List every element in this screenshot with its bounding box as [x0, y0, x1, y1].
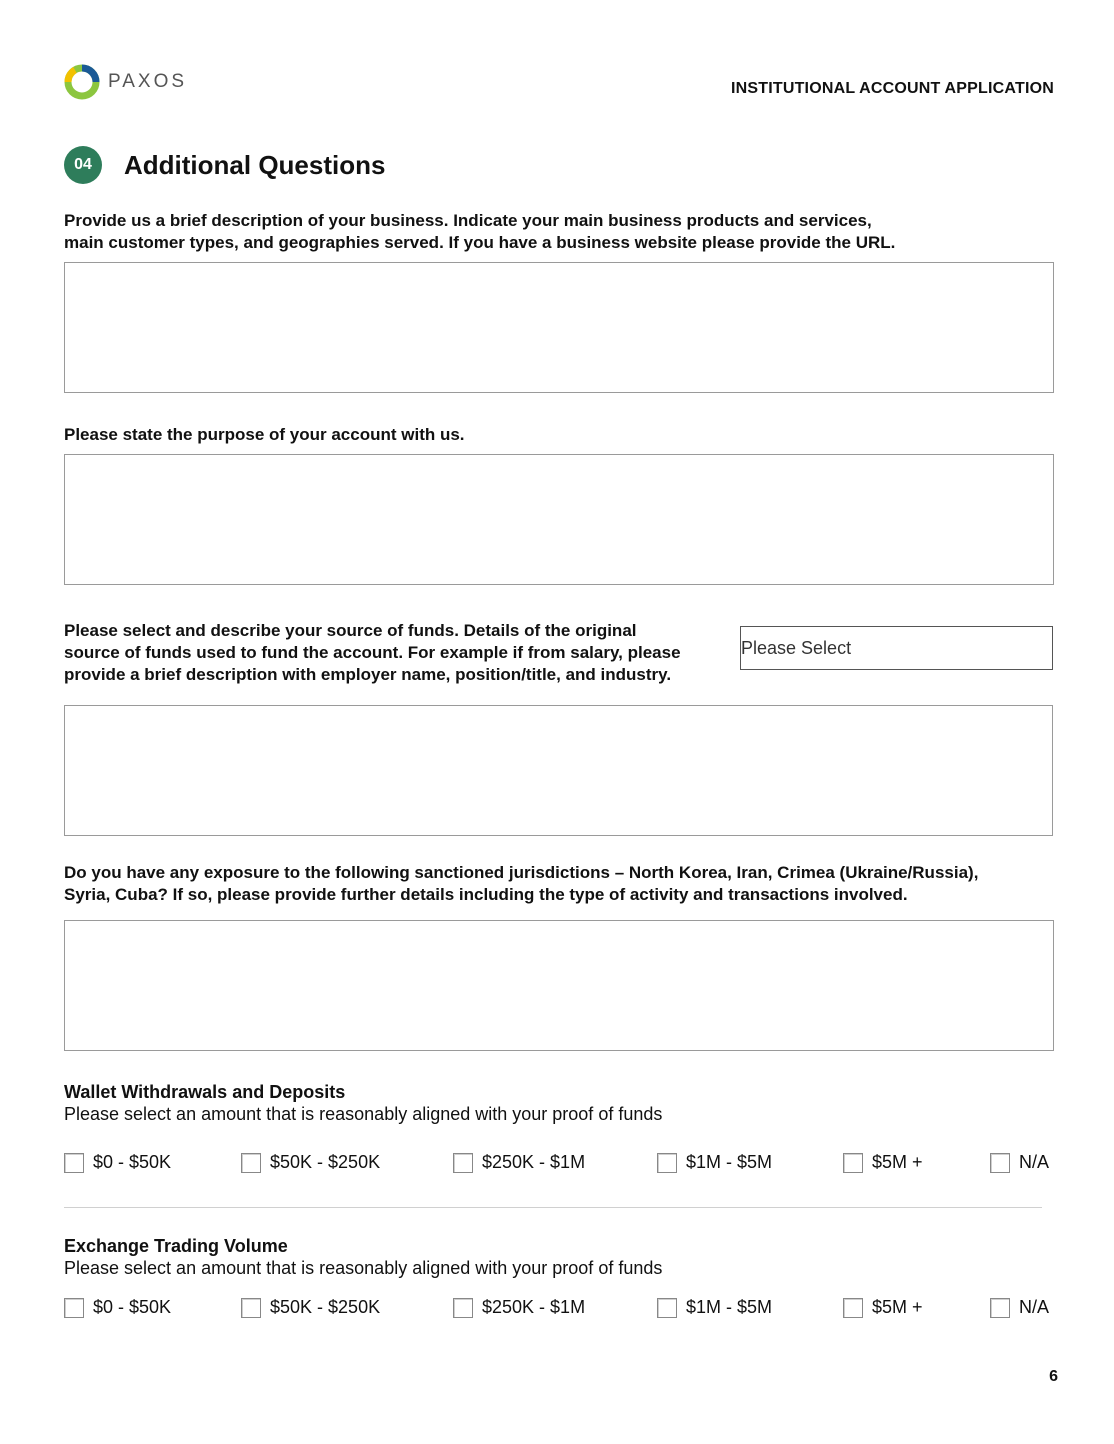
sanctions-label: [64, 862, 978, 906]
trading-section-title: Exchange Trading Volume: [64, 1236, 288, 1256]
trading-option-250k-1m[interactable]: [453, 1297, 585, 1318]
sanctions-textarea[interactable]: [64, 920, 1054, 1051]
checkbox[interactable]: [453, 1298, 473, 1318]
source-of-funds-label-line-1: Please select and describe your source of funds. Details of the original: [64, 621, 637, 640]
sanctions-label-line-2: Syria, Cuba? If so, please provide further details including the type of activity and transactions involved.: [64, 885, 908, 904]
account-purpose-label: Please state the purpose of your account with us.: [64, 425, 465, 444]
checkbox[interactable]: [843, 1298, 863, 1318]
option-label: $50K - $250K: [270, 1152, 381, 1172]
brand-name: PAXOS: [108, 71, 188, 92]
option-label: $5M +: [872, 1152, 923, 1172]
trading-option-na[interactable]: [990, 1297, 1049, 1318]
paxos-logo-icon: [64, 64, 100, 100]
checkbox[interactable]: [64, 1298, 84, 1318]
checkbox[interactable]: [241, 1298, 261, 1318]
account-purpose-textarea[interactable]: [64, 454, 1054, 585]
page-number: 6: [1049, 1368, 1058, 1385]
trading-option-0-50k[interactable]: [64, 1297, 171, 1318]
checkbox[interactable]: [64, 1153, 84, 1173]
checkbox[interactable]: [990, 1298, 1010, 1318]
option-label: N/A: [1019, 1297, 1050, 1317]
checkbox[interactable]: [843, 1153, 863, 1173]
trading-section-description: Please select an amount that is reasonably aligned with your proof of funds: [64, 1258, 663, 1278]
option-label: N/A: [1019, 1152, 1050, 1172]
business-description-label: [64, 210, 895, 254]
source-of-funds-select-value: Please Select: [741, 637, 852, 658]
option-label: $0 - $50K: [93, 1297, 172, 1317]
option-label: $250K - $1M: [482, 1152, 586, 1172]
checkbox[interactable]: [990, 1153, 1010, 1173]
business-description-label-line-1: Provide us a brief description of your business. Indicate your main business products and services,: [64, 211, 872, 230]
checkbox[interactable]: [453, 1153, 473, 1173]
option-label: $0 - $50K: [93, 1152, 172, 1172]
business-description-textarea[interactable]: [64, 262, 1054, 393]
option-label: $5M +: [872, 1297, 923, 1317]
wallet-option-50k-250k[interactable]: [241, 1152, 380, 1173]
trading-option-1m-5m[interactable]: [657, 1297, 772, 1318]
wallet-option-na[interactable]: [990, 1152, 1049, 1173]
wallet-section-description: Please select an amount that is reasonably aligned with your proof of funds: [64, 1104, 663, 1124]
trading-option-5m-plus[interactable]: [843, 1297, 923, 1318]
wallet-option-0-50k[interactable]: [64, 1152, 171, 1173]
option-label: $1M - $5M: [686, 1152, 773, 1172]
source-of-funds-label-line-2: source of funds used to fund the account. For example if from salary, please: [64, 643, 681, 662]
option-label: $50K - $250K: [270, 1297, 381, 1317]
sanctions-label-line-1: Do you have any exposure to the following sanctioned jurisdictions – North Korea, Iran, Crimea (Ukraine/Russia),: [64, 863, 979, 882]
section-title: Additional Questions: [124, 150, 386, 180]
section-number-badge: 04: [64, 146, 102, 184]
trading-option-50k-250k[interactable]: [241, 1297, 380, 1318]
checkbox[interactable]: [657, 1298, 677, 1318]
option-label: $250K - $1M: [482, 1297, 586, 1317]
source-of-funds-textarea[interactable]: [64, 705, 1053, 836]
paxos-logo: [64, 64, 187, 100]
source-of-funds-select[interactable]: [740, 626, 1053, 670]
section-divider: [64, 1207, 1042, 1208]
wallet-option-5m-plus[interactable]: [843, 1152, 923, 1173]
source-of-funds-label-line-3: provide a brief description with employer name, position/title, and industry.: [64, 665, 672, 684]
wallet-section-title: Wallet Withdrawals and Deposits: [64, 1082, 346, 1102]
checkbox[interactable]: [241, 1153, 261, 1173]
option-label: $1M - $5M: [686, 1297, 773, 1317]
source-of-funds-label: [64, 620, 681, 686]
checkbox[interactable]: [657, 1153, 677, 1173]
wallet-option-1m-5m[interactable]: [657, 1152, 772, 1173]
wallet-option-250k-1m[interactable]: [453, 1152, 585, 1173]
business-description-label-line-2: main customer types, and geographies served. If you have a business website please provide the URL.: [64, 233, 896, 252]
document-title: INSTITUTIONAL ACCOUNT APPLICATION: [730, 80, 1054, 97]
